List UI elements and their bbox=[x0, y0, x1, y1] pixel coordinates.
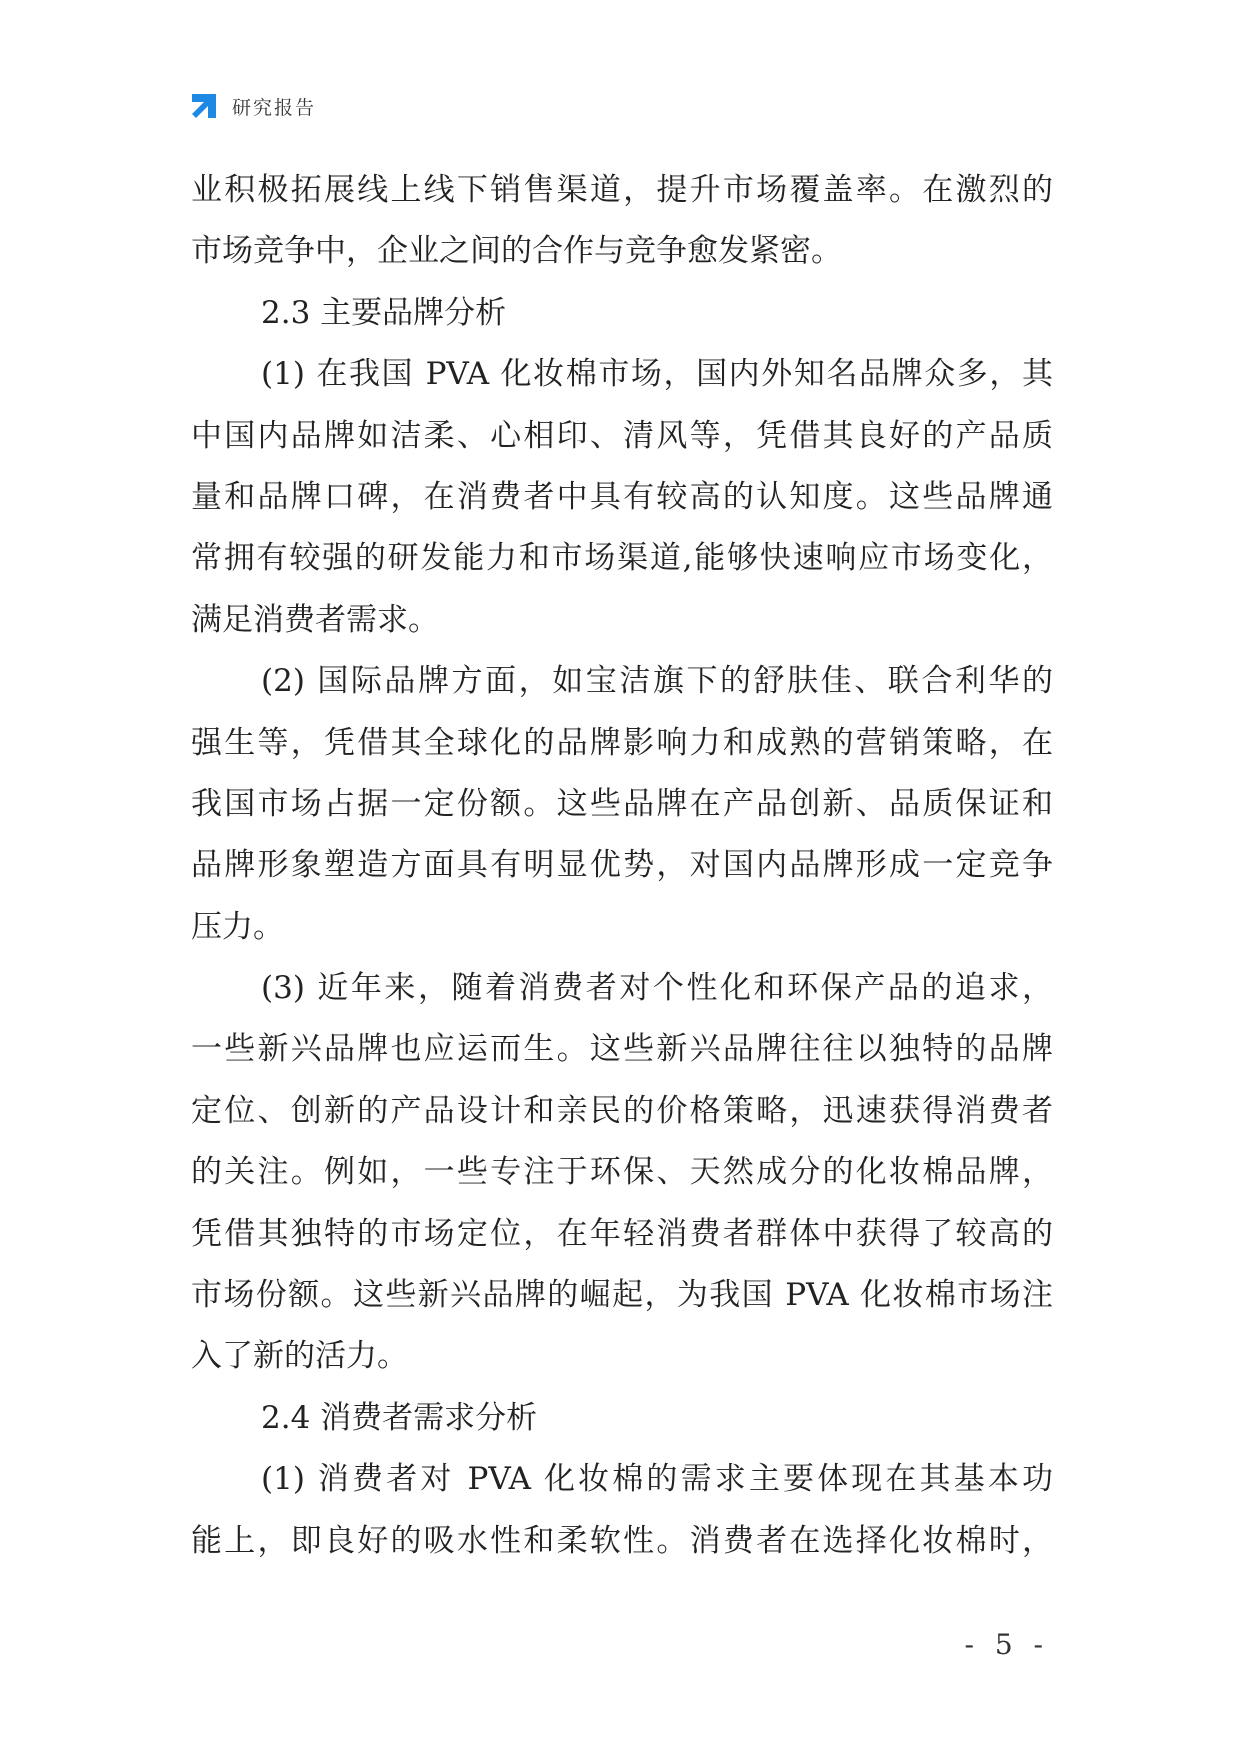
document-body bbox=[191, 160, 1053, 1572]
arrow-up-right-icon bbox=[188, 90, 220, 122]
text-line: 定位、创新的产品设计和亲民的价格策略，迅速获得消费者 bbox=[191, 1092, 1053, 1129]
text-line: 一些新兴品牌也应运而生。这些新兴品牌往往以独特的品牌 bbox=[191, 1031, 1053, 1068]
text-line: 压力。 bbox=[191, 908, 284, 945]
section-heading: 2.4 消费者需求分析 bbox=[261, 1399, 538, 1436]
text-line: 市场份额。这些新兴品牌的崛起，为我国 PVA 化妆棉市场注 bbox=[191, 1277, 1053, 1314]
text-line: 的关注。例如，一些专注于环保、天然成分的化妆棉品牌， bbox=[191, 1154, 1053, 1191]
text-line: 常拥有较强的研发能力和市场渠道,能够快速响应市场变化， bbox=[191, 540, 1053, 577]
text-line: 品牌形象塑造方面具有明显优势，对国内品牌形成一定竞争 bbox=[191, 847, 1053, 884]
text-line: 我国市场占据一定份额。这些品牌在产品创新、品质保证和 bbox=[191, 785, 1053, 822]
text-line: 量和品牌口碑，在消费者中具有较高的认知度。这些品牌通 bbox=[191, 478, 1053, 515]
text-line: 市场竞争中，企业之间的合作与竞争愈发紧密。 bbox=[191, 233, 842, 270]
header-title: 研究报告 bbox=[232, 96, 317, 119]
text-line: (1) 在我国 PVA 化妆棉市场，国内外知名品牌众多，其 bbox=[261, 356, 1053, 393]
page-header bbox=[188, 88, 316, 124]
text-line: 业积极拓展线上线下销售渠道，提升市场覆盖率。在激烈的 bbox=[191, 172, 1053, 208]
text-line: 强生等，凭借其全球化的品牌影响力和成熟的营销策略，在 bbox=[191, 724, 1053, 761]
text-line: 满足消费者需求。 bbox=[191, 601, 439, 638]
text-line: 能上，即良好的吸水性和柔软性。消费者在选择化妆棉时， bbox=[191, 1522, 1053, 1559]
section-heading: 2.3 主要品牌分析 bbox=[261, 294, 507, 331]
text-line: (3) 近年来，随着消费者对个性化和环保产品的追求， bbox=[261, 970, 1053, 1007]
page-number: - 5 - bbox=[964, 1628, 1049, 1661]
text-line: 中国内品牌如洁柔、心相印、清风等，凭借其良好的产品质 bbox=[191, 417, 1053, 454]
text-line: 凭借其独特的市场定位，在年轻消费者群体中获得了较高的 bbox=[191, 1215, 1053, 1252]
text-line: 入了新的活力。 bbox=[191, 1338, 408, 1375]
text-line: (1) 消费者对 PVA 化妆棉的需求主要体现在其基本功 bbox=[261, 1461, 1053, 1498]
text-line: (2) 国际品牌方面，如宝洁旗下的舒肤佳、联合利华的 bbox=[261, 663, 1053, 700]
